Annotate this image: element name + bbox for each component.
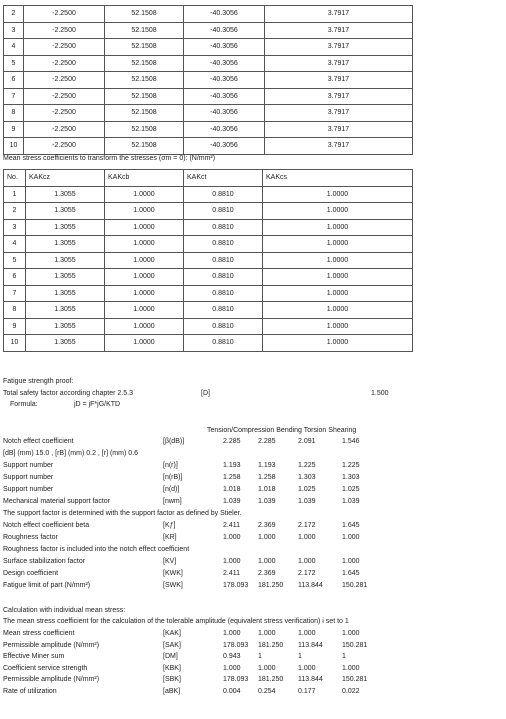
table-row: [4, 72, 413, 89]
cell: -40.3056: [184, 39, 265, 56]
parameter-label: Effective Miner sum: [3, 653, 65, 661]
cell: 3.7917: [265, 22, 413, 39]
parameter-value: 2.091: [298, 438, 316, 445]
cell: 1.3055: [26, 302, 105, 319]
parameter-value: 1.025: [298, 486, 316, 493]
parameter-value: 1.000: [223, 534, 241, 541]
cell: 1.0000: [105, 252, 184, 269]
table-header-row: [4, 170, 413, 187]
cell: 1.3055: [26, 186, 105, 203]
parameter-label: Permissible amplitude (N/mm²): [3, 676, 100, 684]
row-number: 10: [4, 335, 26, 352]
column-header: KAKct: [184, 170, 263, 187]
parameter-symbol: [SBK]: [163, 676, 181, 684]
cell: 1.0000: [105, 236, 184, 253]
parameter-label: Roughness factor is included into the notch effect coefficient: [3, 546, 190, 553]
row-number: 9: [4, 318, 26, 335]
cell: 1.0000: [263, 252, 413, 269]
parameter-value: 178.093: [223, 676, 249, 684]
total-safety-label: Total safety factor according chapter 2.5.3: [3, 390, 133, 397]
cell: -40.3056: [184, 105, 265, 122]
parameter-value: 2.369: [258, 522, 276, 529]
parameter-label: Notch effect coefficient beta: [3, 522, 90, 529]
table-row: [4, 203, 413, 220]
table-row: [4, 105, 413, 122]
cell: 3.7917: [265, 72, 413, 89]
row-number: 10: [4, 138, 24, 155]
parameter-value: 181.250: [258, 641, 284, 649]
parameter-value: 1.193: [223, 462, 241, 469]
cell: 1.0000: [263, 318, 413, 335]
parameter-label: Design coefficient: [3, 570, 59, 577]
parameter-row: [3, 474, 503, 484]
column-header: KAKcb: [105, 170, 184, 187]
table-row: [4, 318, 413, 335]
cell: 1.0000: [263, 186, 413, 203]
parameter-value: 1.000: [258, 534, 276, 541]
parameter-value: 1.000: [258, 664, 276, 672]
cell: 52.1508: [105, 88, 184, 105]
parameter-value: 1.258: [223, 474, 241, 481]
column-header: Tension/Compression Bending Torsion Shearing: [207, 427, 357, 434]
parameter-label: Mechanical material support factor: [3, 498, 110, 505]
cell: 1.3055: [26, 236, 105, 253]
parameter-row: [3, 630, 503, 640]
cell: -2.2500: [24, 72, 105, 89]
table-row: [4, 252, 413, 269]
table-row: [4, 55, 413, 72]
parameter-value: 1.000: [258, 630, 276, 637]
parameter-symbol: [aBK]: [163, 688, 181, 695]
cell: 3.7917: [265, 6, 413, 23]
cell: 3.7917: [265, 88, 413, 105]
parameter-value: 0.177: [298, 688, 316, 695]
parameter-value: 1.303: [298, 474, 316, 481]
parameter-value: 1.225: [298, 462, 316, 469]
parameter-value: 1.000: [258, 558, 276, 565]
cell: 1.3055: [26, 335, 105, 352]
parameter-row: [3, 688, 503, 698]
cell: 1.3055: [26, 285, 105, 302]
parameter-value: 1: [258, 653, 262, 661]
cell: 1.0000: [105, 203, 184, 220]
table-row: [4, 285, 413, 302]
parameter-value: 1.000: [223, 630, 241, 637]
table-row: [4, 138, 413, 155]
parameter-value: 150.281: [342, 641, 368, 649]
cell: -40.3056: [184, 6, 265, 23]
table-row: [4, 88, 413, 105]
parameter-value: 1.000: [298, 664, 316, 672]
parameter-symbol: [KWK]: [163, 570, 183, 577]
cell: 0.8810: [184, 269, 263, 286]
cell: 1.3055: [26, 219, 105, 236]
cell: -40.3056: [184, 72, 265, 89]
parameter-value: 113.844: [298, 676, 323, 684]
cell: 1.3055: [26, 269, 105, 286]
parameter-value: 2.285: [223, 438, 241, 445]
parameter-value: 1.645: [342, 570, 360, 577]
parameter-row: [3, 665, 503, 675]
cell: 1.0000: [105, 318, 184, 335]
parameter-row: [3, 450, 503, 460]
parameter-value: 1.546: [342, 438, 360, 445]
stress-table: [3, 5, 413, 155]
parameter-row: [3, 534, 503, 544]
parameter-symbol: [SWK]: [163, 582, 183, 589]
cell: -2.2500: [24, 6, 105, 23]
cell: 1.0000: [105, 335, 184, 352]
cell: 1.0000: [263, 236, 413, 253]
cell: 52.1508: [105, 22, 184, 39]
parameter-symbol: [KV]: [163, 558, 177, 565]
cell: -2.2500: [24, 39, 105, 56]
cell: 1.0000: [105, 186, 184, 203]
parameter-value: 1.000: [342, 534, 360, 541]
cell: 0.8810: [184, 236, 263, 253]
parameter-value: 2.172: [298, 570, 316, 577]
parameter-value: 1.000: [223, 558, 241, 565]
cell: 52.1508: [105, 39, 184, 56]
column-header: No.: [4, 170, 26, 187]
cell: 1.0000: [263, 269, 413, 286]
parameter-value: 0.022: [342, 688, 360, 695]
cell: 1.0000: [105, 219, 184, 236]
parameter-symbol: [KBK]: [163, 664, 181, 672]
cell: 3.7917: [265, 138, 413, 155]
parameter-symbol: [KR]: [163, 534, 177, 541]
parameter-value: 1.018: [223, 486, 241, 493]
table-row: [4, 121, 413, 138]
parameter-symbol: [n(r)]: [163, 462, 178, 469]
parameter-row: [3, 498, 503, 508]
row-number: 3: [4, 22, 24, 39]
parameter-row: [3, 522, 503, 532]
row-number: 4: [4, 236, 26, 253]
cell: 0.8810: [184, 203, 263, 220]
parameter-value: 1.039: [342, 498, 360, 505]
parameter-value: 113.844: [298, 641, 323, 649]
mean-calc-note: The mean stress coefficient for the calculation of the tolerable amplitude (equivalent stress verification) i set to 1: [3, 618, 349, 625]
parameter-row: [3, 558, 503, 568]
cell: 52.1508: [105, 105, 184, 122]
parameter-label: Rate of utilization: [3, 688, 57, 695]
table-row: [4, 6, 413, 23]
cell: 52.1508: [105, 72, 184, 89]
cell: -40.3056: [184, 55, 265, 72]
table-row: [4, 219, 413, 236]
parameter-value: 0.004: [223, 688, 241, 695]
cell: -2.2500: [24, 121, 105, 138]
cell: 52.1508: [105, 55, 184, 72]
parameter-label: Support number: [3, 462, 54, 469]
parameter-label: Notch effect coefficient: [3, 438, 74, 445]
cell: 1.0000: [105, 302, 184, 319]
cell: 52.1508: [105, 138, 184, 155]
parameter-label: Support number: [3, 474, 54, 481]
parameter-value: 181.250: [258, 582, 284, 589]
table-row: [4, 22, 413, 39]
parameter-value: 1.193: [258, 462, 276, 469]
parameter-label: Fatigue limit of part (N/mm²): [3, 582, 91, 589]
parameter-row: [3, 438, 503, 448]
row-number: 5: [4, 55, 24, 72]
parameter-value: 1.000: [298, 534, 316, 541]
parameter-value: 1.039: [258, 498, 276, 505]
parameter-symbol: [nwm]: [163, 498, 182, 505]
parameter-value: 178.093: [223, 582, 249, 589]
cell: 52.1508: [105, 6, 184, 23]
parameter-value: 1.258: [258, 474, 276, 481]
parameter-row: [3, 546, 503, 556]
cell: 0.8810: [184, 285, 263, 302]
cell: -40.3056: [184, 138, 265, 155]
cell: 1.3055: [26, 318, 105, 335]
parameter-value: 150.281: [342, 582, 368, 589]
cell: 0.8810: [184, 252, 263, 269]
cell: 1.0000: [263, 219, 413, 236]
cell: -2.2500: [24, 22, 105, 39]
parameter-label: Surface stabilization factor: [3, 558, 86, 565]
parameter-value: 2.285: [258, 438, 276, 445]
parameter-value: 1.303: [342, 474, 360, 481]
table-row: [4, 302, 413, 319]
parameter-symbol: [SAK]: [163, 641, 181, 649]
column-header: KAKcs: [263, 170, 413, 187]
parameter-value: 1.018: [258, 486, 276, 493]
parameter-label: The support factor is determined with the support factor as defined by Stieler.: [3, 510, 242, 517]
parameter-value: 1.025: [342, 486, 360, 493]
formula: jD = jF*jG/KTD: [74, 401, 121, 408]
parameter-value: 0.254: [258, 688, 276, 695]
parameter-value: 1.000: [223, 664, 241, 672]
parameter-row: [3, 486, 503, 496]
cell: -40.3056: [184, 88, 265, 105]
cell: -2.2500: [24, 88, 105, 105]
cell: 1.0000: [263, 302, 413, 319]
parameter-value: 1.225: [342, 462, 360, 469]
parameter-value: 0.943: [223, 653, 241, 661]
mean-calc-title: Calculation with individual mean stress:: [3, 607, 126, 614]
parameter-label: Permissible amplitude (N/mm²): [3, 641, 100, 649]
parameter-symbol: [Kƒ]: [163, 522, 176, 529]
row-number: 1: [4, 186, 26, 203]
cell: 1.3055: [26, 203, 105, 220]
parameter-value: 1.000: [298, 558, 316, 565]
cell: 3.7917: [265, 105, 413, 122]
parameter-value: 178.093: [223, 641, 249, 649]
parameter-row: [3, 570, 503, 580]
parameter-value: 1.039: [223, 498, 241, 505]
parameter-symbol: [DM]: [163, 653, 178, 661]
parameter-label: Roughness factor: [3, 534, 58, 541]
parameter-value: 1.039: [298, 498, 316, 505]
parameter-value: 181.250: [258, 676, 284, 684]
table-row: [4, 236, 413, 253]
parameter-row: [3, 510, 503, 520]
parameter-row: [3, 653, 503, 663]
cell: 3.7917: [265, 55, 413, 72]
parameter-value: 1: [298, 653, 302, 661]
parameter-value: 2.172: [298, 522, 316, 529]
parameter-label: Support number: [3, 486, 54, 493]
cell: 0.8810: [184, 318, 263, 335]
parameter-label: Coefficient service strength: [3, 664, 88, 672]
parameter-label: Mean stress coefficient: [3, 630, 75, 637]
parameter-row: [3, 462, 503, 472]
cell: -2.2500: [24, 138, 105, 155]
table-row: [4, 39, 413, 56]
cell: -40.3056: [184, 22, 265, 39]
parameter-value: 1.000: [342, 664, 360, 672]
row-number: 2: [4, 203, 26, 220]
table-row: [4, 335, 413, 352]
parameter-label: [dB] (mm) 15.0 , [rB] (mm) 0.2 , [r] (mm) 0.6: [3, 450, 138, 457]
cell: 52.1508: [105, 121, 184, 138]
row-number: 9: [4, 121, 24, 138]
parameter-value: 150.281: [342, 676, 368, 684]
parameter-row: [3, 642, 503, 652]
row-number: 6: [4, 72, 24, 89]
row-number: 7: [4, 88, 24, 105]
parameter-value: 2.411: [223, 522, 240, 529]
cell: -2.2500: [24, 55, 105, 72]
cell: 1.0000: [263, 203, 413, 220]
table-row: [4, 186, 413, 203]
cell: 3.7917: [265, 39, 413, 56]
parameter-symbol: [n(d)]: [163, 486, 180, 493]
row-number: 8: [4, 105, 24, 122]
mean-stress-caption: Mean stress coefficients to transform the stresses (σm = 0): (N/mm²): [3, 155, 216, 162]
row-number: 7: [4, 285, 26, 302]
cell: 1.0000: [263, 285, 413, 302]
formula-label: Formula:: [10, 401, 38, 408]
cell: 1.0000: [105, 285, 184, 302]
cell: 3.7917: [265, 121, 413, 138]
parameter-value: 1.000: [298, 630, 316, 637]
parameter-symbol: [KAK]: [163, 630, 181, 637]
total-safety-value: 1.500: [371, 390, 389, 397]
parameter-value: 1.000: [342, 630, 360, 637]
cell: -40.3056: [184, 121, 265, 138]
row-number: 4: [4, 39, 24, 56]
mean-stress-coefficient-table: [3, 169, 413, 352]
parameter-symbol: [β(dB)]: [163, 438, 185, 445]
row-number: 6: [4, 269, 26, 286]
cell: 0.8810: [184, 335, 263, 352]
row-number: 3: [4, 219, 26, 236]
parameter-value: 1.000: [342, 558, 360, 565]
cell: 0.8810: [184, 186, 263, 203]
total-safety-symbol: [D]: [201, 390, 210, 397]
row-number: 8: [4, 302, 26, 319]
parameter-row: [3, 676, 503, 686]
cell: 1.0000: [263, 335, 413, 352]
parameter-value: 2.411: [223, 570, 240, 577]
parameter-row: [3, 582, 503, 592]
parameter-value: 2.369: [258, 570, 276, 577]
column-header: KAKcz: [26, 170, 105, 187]
parameter-symbol: [n(rB)]: [163, 474, 183, 481]
row-number: 2: [4, 6, 24, 23]
parameter-value: 113.844: [298, 582, 323, 589]
parameter-value: 1.645: [342, 522, 360, 529]
cell: -2.2500: [24, 105, 105, 122]
cell: 0.8810: [184, 219, 263, 236]
cell: 1.0000: [105, 269, 184, 286]
row-number: 5: [4, 252, 26, 269]
table-row: [4, 269, 413, 286]
parameter-value: 1: [342, 653, 346, 661]
fatigue-title: Fatigue strength proof:: [3, 378, 74, 385]
cell: 1.3055: [26, 252, 105, 269]
cell: 0.8810: [184, 302, 263, 319]
